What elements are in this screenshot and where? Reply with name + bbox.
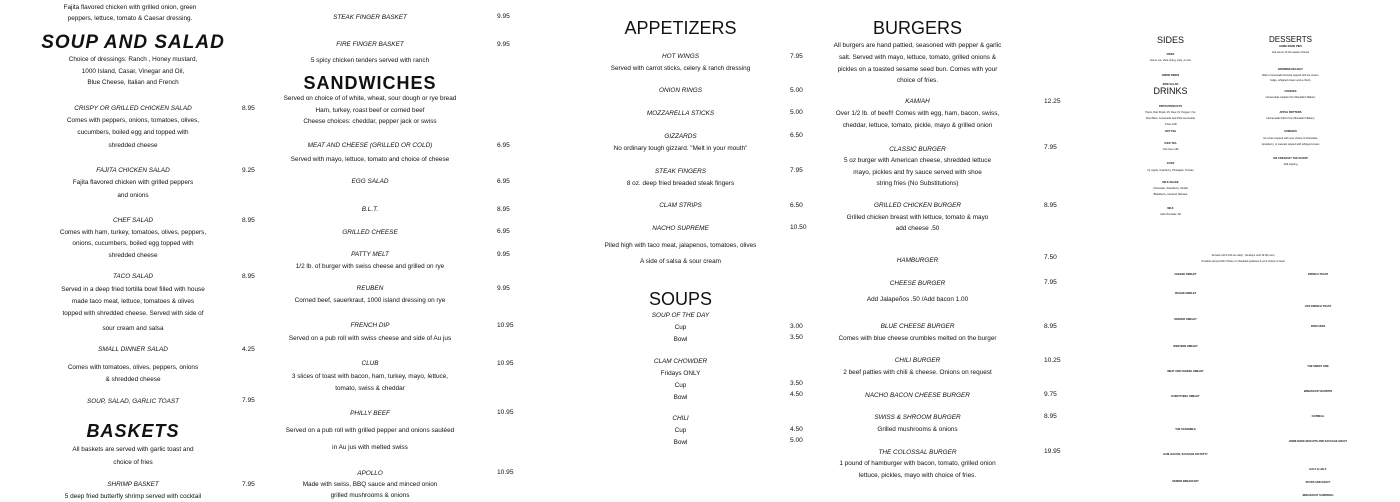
size-label-bowl: Bowl — [673, 394, 688, 401]
section-desc: Cheese choices: cheddar, pepper jack or swiss — [303, 118, 437, 125]
menu-item-name: MEAT AND CHEESE (GRILLED OR COLD) — [307, 142, 433, 149]
menu-item-desc: Served on a pub roll with grilled pepper and onions sautéed — [285, 427, 455, 434]
menu-item-price: 10.95 — [497, 322, 514, 329]
menu-item-desc: mayo, pickles and fry sauce served with shoe — [853, 169, 982, 176]
dessert-line: Ice cream topped with your choice of chocolate, — [1263, 137, 1318, 140]
menu-item-desc: shredded cheese — [108, 142, 158, 149]
menu-item-desc: Over 1/2 lb. of beef!! Comes with egg, ham, bacon, swiss, — [835, 110, 1000, 117]
section-desc: choice of fries. — [896, 77, 939, 84]
dessert-line: ICE CREAM BY THE SCOOP — [1273, 157, 1308, 160]
section-desc: All baskets are served with garlic toast and — [72, 446, 194, 453]
drink-line: Add chocolate .50 — [1160, 213, 1181, 216]
menu-item-price: 9.95 — [497, 41, 510, 48]
menu-column-sides-drinks-breakfast — [1128, 0, 1400, 500]
side-line: Home cut, shoe string, curly, or tots — [1150, 59, 1191, 62]
menu-item-price: 8.95 — [242, 217, 255, 224]
breakfast-item: EVERYTHING OMELET — [1171, 395, 1200, 398]
section-desc: pickles on a toasted sesame seed bun. Comes with your — [837, 66, 998, 73]
menu-item-desc: Piled high with taco meat, jalapenos, tomatoes, olives — [604, 242, 757, 249]
menu-item-price: 8.95 — [242, 105, 255, 112]
dessert-line: COOKIES — [1284, 90, 1297, 93]
dessert-line: APPLE FRITTERS — [1279, 111, 1302, 114]
menu-column-burgers — [825, 0, 1065, 500]
fajita-desc-line: Fajita flavored chicken with grilled onion, green — [63, 4, 197, 11]
section-title-sandwiches: SANDWICHES — [303, 73, 437, 93]
section-desc: 1000 Island, Casar, Vinegar and Oil, — [81, 68, 185, 75]
menu-item-price: 3.00 — [790, 323, 803, 330]
side-line: FRIES — [1166, 53, 1175, 56]
menu-item-price: 4.50 — [790, 391, 803, 398]
breakfast-item: WESTERN OMELET — [1173, 345, 1198, 348]
menu-item-price: 10.95 — [497, 409, 514, 416]
menu-item-desc: Comes with tomatoes, olives, peppers, onions — [67, 364, 199, 371]
drink-line: MILK SHAKE — [1162, 181, 1179, 184]
breakfast-item: SENIOR BREAKFAST — [1172, 480, 1199, 483]
menu-item-price: 5.00 — [790, 437, 803, 444]
breakfast-item: BREAKFAST SANDWICH — [1302, 494, 1334, 497]
drink-line: JUICE — [1166, 162, 1175, 165]
menu-item-name: CHEF SALAD — [112, 217, 153, 224]
menu-item-name: NACHO BACON CHEESE BURGER — [865, 392, 970, 399]
breakfast-item: OATMEAL — [1311, 415, 1325, 418]
menu-item-price: 8.95 — [1044, 323, 1057, 330]
menu-item-name: HAMBURGER — [896, 257, 939, 264]
menu-item-desc: Comes with blue cheese crumbles melted on the burger — [838, 335, 997, 342]
breakfast-item: VEGGIE OMELET — [1174, 292, 1197, 295]
menu-item-desc: Comes with ham, turkey, tomatoes, olives, peppers, — [59, 229, 207, 236]
menu-item-name: APOLLO — [357, 470, 383, 477]
menu-item-price: 7.95 — [790, 53, 803, 60]
menu-item-name: CRISPY OR GRILLED CHICKEN SALAD — [74, 105, 192, 112]
menu-item-name: STEAK FINGERS — [654, 168, 707, 175]
breakfast-item: BREAKFAST BURRITO — [1303, 390, 1333, 393]
menu-item-name: SOUP, SALAD, GARLIC TOAST — [86, 398, 180, 405]
menu-item-desc: 1 pound of hamburger with bacon, tomato, grilled onion — [839, 460, 996, 467]
menu-item-desc: No ordinary tough gizzard. "Melt in your mouth" — [613, 145, 748, 152]
menu-item-name: FIRE FINGER BASKET — [336, 41, 404, 48]
menu-item-price: 7.50 — [1044, 254, 1057, 261]
soup-of-day-label: SOUP OF THE DAY — [651, 312, 710, 319]
menu-item-name: BLUE CHEESE BURGER — [880, 323, 955, 330]
menu-item-name: CHILI — [672, 415, 689, 422]
menu-item-name: ONION RINGS — [659, 87, 702, 94]
size-label-bowl: Bowl — [673, 439, 688, 446]
section-title-desserts: DESSERTS — [1269, 35, 1312, 44]
menu-item-desc: 5 spicy chicken tenders served with ranch — [310, 57, 430, 64]
menu-item-name: EGG SALAD — [351, 178, 389, 185]
drink-line: Chocolate, Strawberry, Vanilla — [1153, 187, 1188, 190]
breakfast-item: FRENCH TOAST — [1307, 273, 1329, 276]
menu-item-desc: and onions — [117, 192, 149, 199]
section-desc: Blue Cheese, Italian and French — [87, 79, 179, 86]
menu-item-name: HOT WINGS — [662, 53, 699, 60]
breakfast-item: HALF & HALF — [1309, 468, 1327, 471]
menu-item-name: CLAM CHOWDER — [653, 358, 708, 365]
section-desc: salt. Served with mayo, lettuce, tomato, grilled onions & — [838, 54, 996, 61]
menu-item-price: 9.95 — [497, 251, 510, 258]
section-desc: Served on choice of of white, wheat, sour dough or rye bread — [283, 95, 457, 102]
menu-item-desc: Served in a deep fried tortilla bowl filled with house — [61, 286, 205, 293]
menu-item-desc: onions, cucumbers, boiled egg topped with — [72, 240, 194, 247]
section-desc: Ham, turkey, roast beef or corned beef — [315, 107, 425, 114]
menu-item-desc: Fajita flavored chicken with grilled peppers — [72, 179, 194, 186]
drink-line: 1 free refill — [1164, 123, 1177, 126]
menu-item-price: 8.95 — [1044, 413, 1057, 420]
menu-item-name: KAMIAH — [905, 98, 930, 105]
breakfast-item: THE SWEET ONE — [1307, 365, 1329, 368]
menu-item-desc: 5 oz burger with American cheese, shredded lettuce — [843, 157, 992, 164]
menu-item-name: MOZZARELLA STICKS — [646, 110, 715, 117]
menu-item-price: 10.25 — [1044, 357, 1061, 364]
menu-item-price: 10.95 — [497, 360, 514, 367]
menu-item-note: Fridays ONLY — [660, 370, 701, 377]
menu-item-name: CLAM STRIPS — [659, 202, 702, 209]
breakfast-item: LIFE FRENCH TOAST — [1304, 305, 1332, 308]
menu-item-price: 19.95 — [1044, 448, 1061, 455]
menu-item-price: 5.00 — [790, 109, 803, 116]
breakfast-item: THE SCRAMBLE — [1175, 428, 1196, 431]
drink-line: Blackberry, Caramel, Banana — [1153, 193, 1188, 196]
drink-line: PEPSI PRODUCTS — [1159, 105, 1182, 108]
dessert-line: Add topping — [1283, 163, 1298, 166]
menu-item-name: B.L.T. — [361, 206, 379, 213]
menu-item-desc: Served with carrot sticks, celery & ranch dressing — [610, 65, 751, 72]
menu-column-soup-salad — [0, 0, 275, 500]
breakfast-item: DENVER OMELET — [1174, 318, 1197, 321]
drink-line: Pepsi, Diet Pepsi, Mt. Dew, Dr. Pepper, 7up — [1145, 111, 1196, 114]
size-label-cup: Cup — [674, 324, 687, 331]
menu-item-name: SWISS & SHROOM BURGER — [874, 414, 961, 421]
menu-item-price: 3.50 — [790, 380, 803, 387]
menu-item-desc: Comes with peppers, onions, tomatoes, olives, — [66, 117, 200, 124]
menu-column-appetizers-soups — [598, 0, 818, 500]
dessert-line: Warm homemade brownie topped with ice cream, — [1262, 74, 1319, 77]
menu-item-name: GRILLED CHEESE — [342, 229, 398, 236]
menu-item-price: 6.95 — [497, 142, 510, 149]
fajita-desc-line: peppers, lettuce, tomato & Caesar dressing. — [67, 15, 193, 22]
dessert-line: Homemade cookies from Bonaldo's Bakery — [1265, 96, 1316, 99]
menu-item-desc: lettuce, pickles, mayo with choice of fries. — [858, 472, 977, 479]
menu-item-name: GIZZARDS — [664, 133, 697, 140]
size-label-bowl: Bowl — [673, 336, 688, 343]
drink-line: One free refill — [1162, 148, 1179, 151]
menu-item-name: THE COLOSSAL BURGER — [878, 449, 957, 456]
menu-item-desc: Made with swiss, BBQ sauce and minced onion — [302, 481, 438, 488]
breakfast-item: SPUDS AND GRAVY — [1305, 481, 1331, 484]
menu-item-desc: 2 beef patties with chili & cheese. Onions on request — [843, 369, 992, 376]
dessert-line: fudge, whipped cream and a cherry — [1270, 79, 1311, 82]
menu-item-name: SMALL DINNER SALAD — [98, 346, 168, 353]
drink-line: HOT TEA — [1164, 130, 1177, 133]
menu-item-desc: shredded cheese — [108, 252, 158, 259]
section-desc: Choice of dressings: Ranch , Honey mustard, — [68, 56, 198, 63]
menu-item-price: 9.25 — [242, 167, 255, 174]
menu-item-name: CHEESE BURGER — [889, 280, 946, 287]
section-title-sides: SIDES — [1156, 35, 1184, 45]
dessert-line: Homemade fritters from Bonaldo's Bakery — [1266, 117, 1315, 120]
section-title-appetizers: APPETIZERS — [624, 18, 737, 38]
menu-item-price: 7.95 — [242, 481, 255, 488]
menu-item-price: 7.95 — [790, 167, 803, 174]
menu-item-desc: topped with shredded cheese. Served with side of — [62, 310, 204, 317]
menu-item-price: 4.50 — [790, 426, 803, 433]
menu-item-price: 6.50 — [790, 132, 803, 139]
menu-column-sandwiches — [280, 0, 514, 500]
menu-item-price: 9.95 — [497, 13, 510, 20]
menu-item-name: TACO SALAD — [112, 273, 153, 280]
menu-item-price: 7.95 — [1044, 279, 1057, 286]
menu-item-name: NACHO SUPREME — [652, 225, 709, 232]
menu-item-desc: Grilled chicken breast with lettuce, tomato & mayo — [846, 214, 989, 221]
menu-item-desc: 8 oz. deep fried breaded steak fingers — [626, 180, 735, 187]
section-title-burgers: BURGERS — [872, 18, 962, 38]
menu-item-price: 8.95 — [497, 206, 510, 213]
dessert-line: SUNDAES — [1284, 130, 1297, 133]
menu-item-price: 7.95 — [1044, 144, 1057, 151]
menu-item-name: CHILI BURGER — [894, 357, 941, 364]
section-title-baskets: BASKETS — [86, 421, 180, 441]
dessert-line: Ask server of this weeks choices — [1271, 51, 1310, 54]
breakfast-note: Served until 11:00 am daily - Sundays until 12:00 noon — [1211, 254, 1275, 257]
menu-item-price: 6.50 — [790, 202, 803, 209]
menu-item-price: 6.95 — [497, 178, 510, 185]
menu-item-desc: 1/2 lb. of burger with swiss cheese and grilled on rye — [295, 263, 445, 270]
breakfast-item: PANCAKES — [1310, 325, 1326, 328]
drink-line: ICED TEA — [1164, 142, 1177, 145]
menu-item-desc: 3 slices of toast with bacon, ham, turkey, mayo, lettuce, — [291, 373, 449, 380]
menu-item-price: 3.50 — [790, 334, 803, 341]
dessert-line: HOME MADE PIES — [1279, 45, 1302, 48]
menu-item-name: CLUB — [361, 360, 379, 367]
menu-item-price: 10.95 — [497, 469, 514, 476]
section-title-soup-salad: SOUP AND SALAD — [41, 32, 225, 53]
menu-item-desc: made taco meat, lettuce, tomatoes & olives — [71, 298, 195, 305]
drink-line: Root Beer, Lemonade and Pink Lemonade — [1145, 117, 1196, 120]
breakfast-item: CHEESE OMELET — [1174, 273, 1197, 276]
menu-item-price: 10.50 — [790, 224, 807, 231]
side-line: SIDE SALAD — [1162, 83, 1179, 86]
menu-item-desc: A side of salsa & sour cream — [640, 258, 721, 265]
menu-item-desc: Served on a pub roll with swiss cheese and side of Au jus — [288, 335, 452, 342]
size-label-cup: Cup — [674, 427, 687, 434]
menu-item-price: 9.75 — [1044, 391, 1057, 398]
menu-item-price: 8.95 — [1044, 202, 1057, 209]
menu-item-price: 12.25 — [1044, 98, 1061, 105]
menu-item-price: 9.95 — [497, 285, 510, 292]
section-title-soups: SOUPS — [648, 289, 713, 309]
menu-item-price: 5.00 — [790, 87, 803, 94]
menu-item-price: 8.95 — [242, 273, 255, 280]
dessert-line: strawberry, or caramel topped with whipped cream — [1261, 143, 1320, 146]
menu-item-desc: Grilled mushrooms & onions — [877, 426, 958, 433]
breakfast-item: MEAT AND CHEESE OMELET — [1167, 370, 1204, 373]
breakfast-note: Omelets served with O'brien or shredded potatoes & your choice of toast — [1201, 260, 1285, 263]
dessert-line: BROWNIE DELIGHT — [1278, 68, 1303, 71]
menu-item-desc: & shredded cheese — [105, 376, 161, 383]
menu-item-desc: tomato, swiss & cheddar — [335, 385, 405, 392]
menu-item-desc: grilled mushrooms & onions — [330, 492, 410, 499]
breakfast-item: HOME MADE BISCUITS AND SAUSAGE GRAVY — [1288, 440, 1348, 443]
menu-item-desc: Corned beef, sauerkraut, 1000 island dressing on rye — [294, 297, 446, 304]
section-desc: choice of fries — [113, 459, 153, 466]
menu-item-name: GRILLED CHICKEN BURGER — [873, 202, 961, 209]
size-label-cup: Cup — [674, 382, 687, 389]
menu-item-desc: in Au jus with melted swiss — [332, 444, 408, 451]
menu-item-price: 7.95 — [242, 397, 255, 404]
menu-item-desc: Served with mayo, lettuce, tomato and choice of cheese — [290, 156, 450, 163]
menu-item-name: FRENCH DIP — [350, 322, 390, 329]
menu-item-name: FAJITA CHICKEN SALAD — [96, 167, 170, 174]
menu-item-name: PATTY MELT — [351, 251, 389, 258]
menu-item-price: 4.25 — [242, 346, 255, 353]
menu-item-name: REUBEN — [356, 285, 384, 292]
menu-item-desc: 5 deep fried butterfly shrimp served with cocktail — [64, 493, 202, 500]
side-line: ONION RINGS — [1161, 74, 1180, 77]
menu-item-name: SHRIMP BASKET — [107, 481, 159, 488]
menu-item-desc: cucumbers, boiled egg and topped with — [77, 129, 189, 136]
menu-item-price: 6.95 — [497, 228, 510, 235]
menu-item-desc: sour cream and salsa — [102, 325, 164, 332]
menu-item-name: CLASSIC BURGER — [889, 146, 946, 153]
drink-line: MILK — [1167, 207, 1174, 210]
section-desc: All burgers are hand pattied, seasoned with pepper & garlic — [833, 42, 1002, 49]
menu-item-name: PHILLY BEEF — [350, 410, 390, 417]
menu-item-name: STEAK FINGER BASKET — [333, 14, 407, 21]
section-title-drinks: DRINKS — [1153, 86, 1188, 96]
menu-item-desc: add cheese .50 — [895, 225, 940, 232]
menu-item-desc: cheddar, lettuce, tomato, pickle, mayo & grilled onion — [842, 122, 993, 129]
menu-item-desc: Add Jalapeños .50 /Add bacon 1.00 — [866, 296, 969, 303]
menu-item-desc: string fries (No Substitutions) — [876, 180, 959, 187]
breakfast-item: HAM, BACON, SAUSAGE OR PATTY — [1163, 453, 1208, 456]
drink-line: Oj, Apple, Cranberry, Pineapple, Tomato — [1147, 169, 1194, 172]
